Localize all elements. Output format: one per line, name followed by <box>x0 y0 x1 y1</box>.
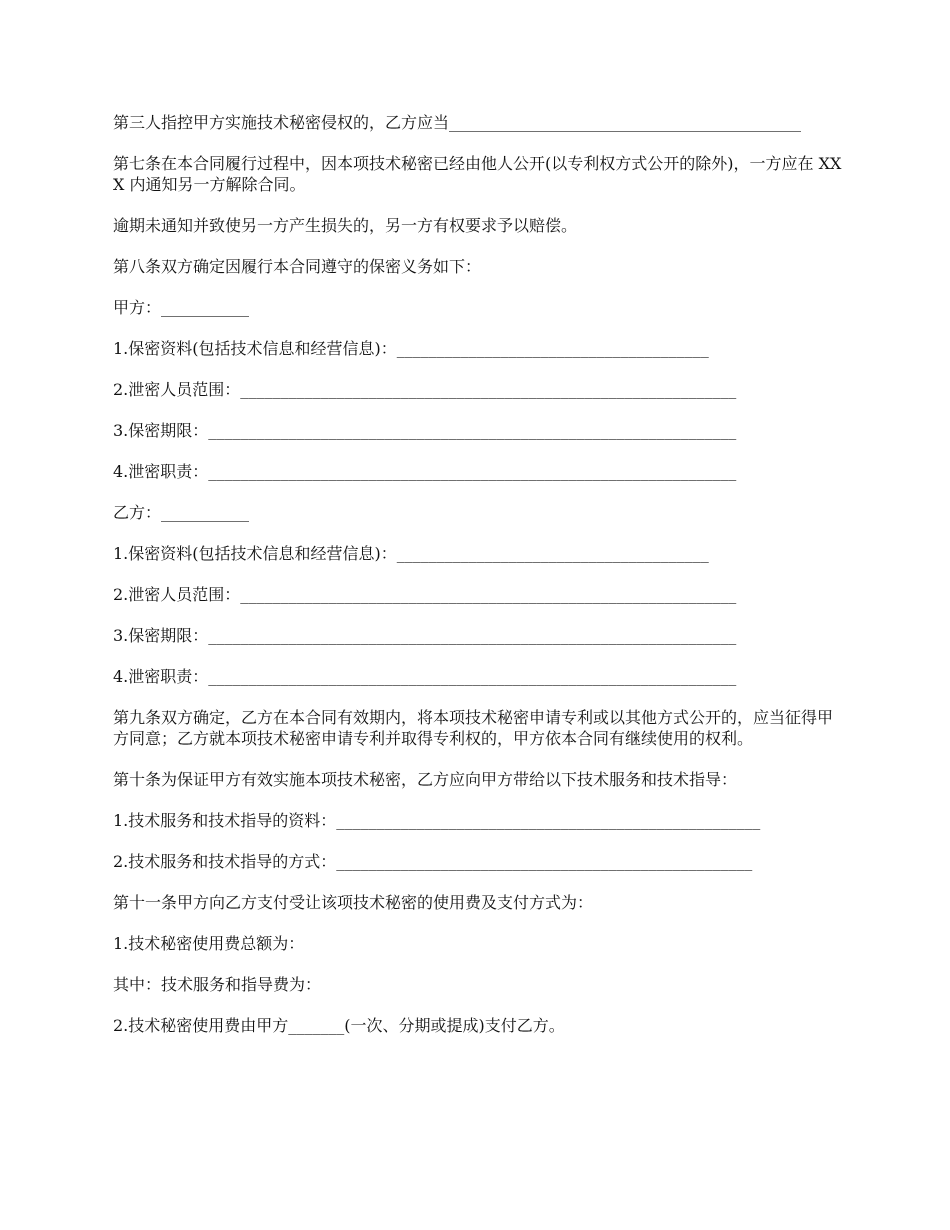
article-8-heading: 第八条双方确定因履行本合同遵守的保密义务如下： <box>113 257 482 276</box>
document-body <box>113 112 843 1056</box>
party-b-personnel-scope: 2.泄密人员范围：______________________________________________________________ <box>113 585 737 604</box>
article-7-text: 第七条在本合同履行过程中，因本项技术秘密已经由他人公开(以专利权方式公开的除外)，一方应在 XXX 内通知另一方解除合同。 <box>113 154 842 194</box>
usage-fee-total: 1.技术秘密使用费总额为： <box>113 934 305 953</box>
party-a-personnel-scope: 2.泄密人员范围：______________________________________________________________ <box>113 380 737 399</box>
party-a-confidential-materials: 1.保密资料(包括技术信息和经营信息)：_______________________________________ <box>113 339 709 358</box>
article-11-text: 第十一条甲方向乙方支付受让该项技术秘密的使用费及支付方式为： <box>113 893 594 912</box>
overdue-notice-text: 逾期未通知并致使另一方产生损失的，另一方有权要求予以赔偿。 <box>113 216 578 235</box>
tech-service-materials: 1.技术服务和技术指导的资料：_____________________________________________________ <box>113 811 761 830</box>
article-10-text: 第十条为保证甲方有效实施本项技术秘密，乙方应向甲方带给以下技术服务和技术指导： <box>113 770 738 789</box>
service-guidance-fee: 其中：技术服务和指导费为： <box>113 975 322 994</box>
party-b-label: 乙方：___________ <box>113 503 250 522</box>
clause-infringement-text: 第三人指控甲方实施技术秘密侵权的，乙方应当____________________________________________ <box>113 113 802 132</box>
party-a-leak-liability: 4.泄密职责：__________________________________________________________________ <box>113 462 737 481</box>
party-b-confidential-materials: 1.保密资料(包括技术信息和经营信息)：_______________________________________ <box>113 544 709 563</box>
party-b-confidential-period: 3.保密期限：__________________________________________________________________ <box>113 626 737 645</box>
party-a-confidential-period: 3.保密期限：__________________________________________________________________ <box>113 421 737 440</box>
usage-fee-payment: 2.技术秘密使用费由甲方_______(一次、分期或提成)支付乙方。 <box>113 1016 565 1035</box>
tech-service-method: 2.技术服务和技术指导的方式：____________________________________________________ <box>113 852 753 871</box>
party-a-label: 甲方：___________ <box>113 298 250 317</box>
article-9-text: 第九条双方确定，乙方在本合同有效期内，将本项技术秘密申请专利或以其他方式公开的，应当征得甲方同意；乙方就本项技术秘密申请专利并取得专利权的，甲方依本合同有继续使用的权利。 <box>113 708 834 748</box>
party-b-leak-liability: 4.泄密职责：__________________________________________________________________ <box>113 667 737 686</box>
